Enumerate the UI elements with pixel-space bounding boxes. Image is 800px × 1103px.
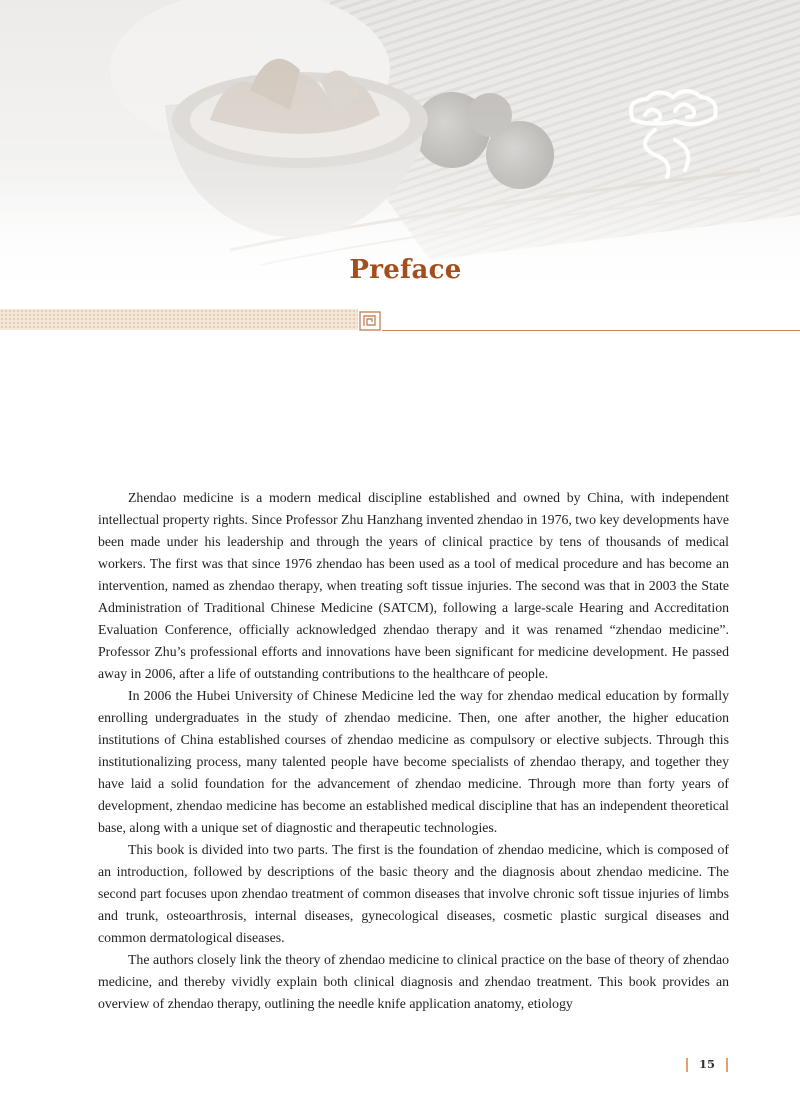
page-number	[686, 1057, 730, 1073]
paragraph-2: In 2006 the Hubei University of Chinese Medicine led the way for zhendao medical education by formally enrolling undergraduates in the study of zhendao medicine. Then, one after another, the higher education institutions of China established courses of zhendao medicine as compulsory or elective subjects. Through this institutionalizing process, many talented people have become specialists of zhendao therapy, and together they have laid a solid foundation for the advancement of zhendao medicine. Through more than forty years of development, zhendao medicine has become an established medical discipline that has an independent theoretical base, along with a unique set of diagnostic and therapeutic technologies.	[98, 688, 729, 835]
key-fret-icon	[359, 311, 381, 331]
paragraph-4: The authors closely link the theory of zhendao medicine to clinical practice on the base of theory of zhendao medicine, and thereby vividly explain both clinical diagnosis and zhendao treatment. This book provides an overview of zhendao therapy, outlining the needle knife application anatomy, etiology	[98, 952, 729, 1011]
page-number-text: 15	[698, 1057, 715, 1071]
page-title: Preface	[349, 255, 462, 285]
decorative-rule	[382, 330, 800, 331]
paragraph-3: This book is divided into two parts. The first is the foundation of zhendao medicine, which is composed of an introduction, followed by descriptions of the basic theory and the diagnosis about zhendao medicine. The second part focuses upon zhendao treatment of common diseases that involve chronic soft tissue injuries of limbs and trunk, osteoarthrosis, internal diseases, gynecological diseases, cosmetic plastic surgical diseases and common dermatological diseases.	[98, 842, 729, 945]
decorative-band	[0, 309, 358, 330]
paragraph-1: Zhendao medicine is a modern medical discipline established and owned by China, with independent intellectual property rights. Since Professor Zhu Hanzhang invented zhendao in 1976, two key developments have been made under his leadership and through the years of clinical practice by tens of thousands of medical workers. The first was that since 1976 zhendao has been used as a tool of medical procedure and has become an intervention, named as zhendao therapy, when treating soft tissue injuries. The second was that in 2003 the State Administration of Traditional Chinese Medicine (SATCM), following a large-scale Hearing and Accreditation Evaluation Conference, officially acknowledged zhendao therapy and it was renamed “zhendao medicine”. Professor Zhu’s professional efforts and innovations have been significant for medicine development. He passed away in 2006, after a life of outstanding contributions to the healthcare of people.	[98, 490, 729, 681]
preface-body	[98, 487, 729, 1015]
page-marker-right	[726, 1058, 728, 1072]
auspicious-cloud-icon	[615, 85, 725, 185]
